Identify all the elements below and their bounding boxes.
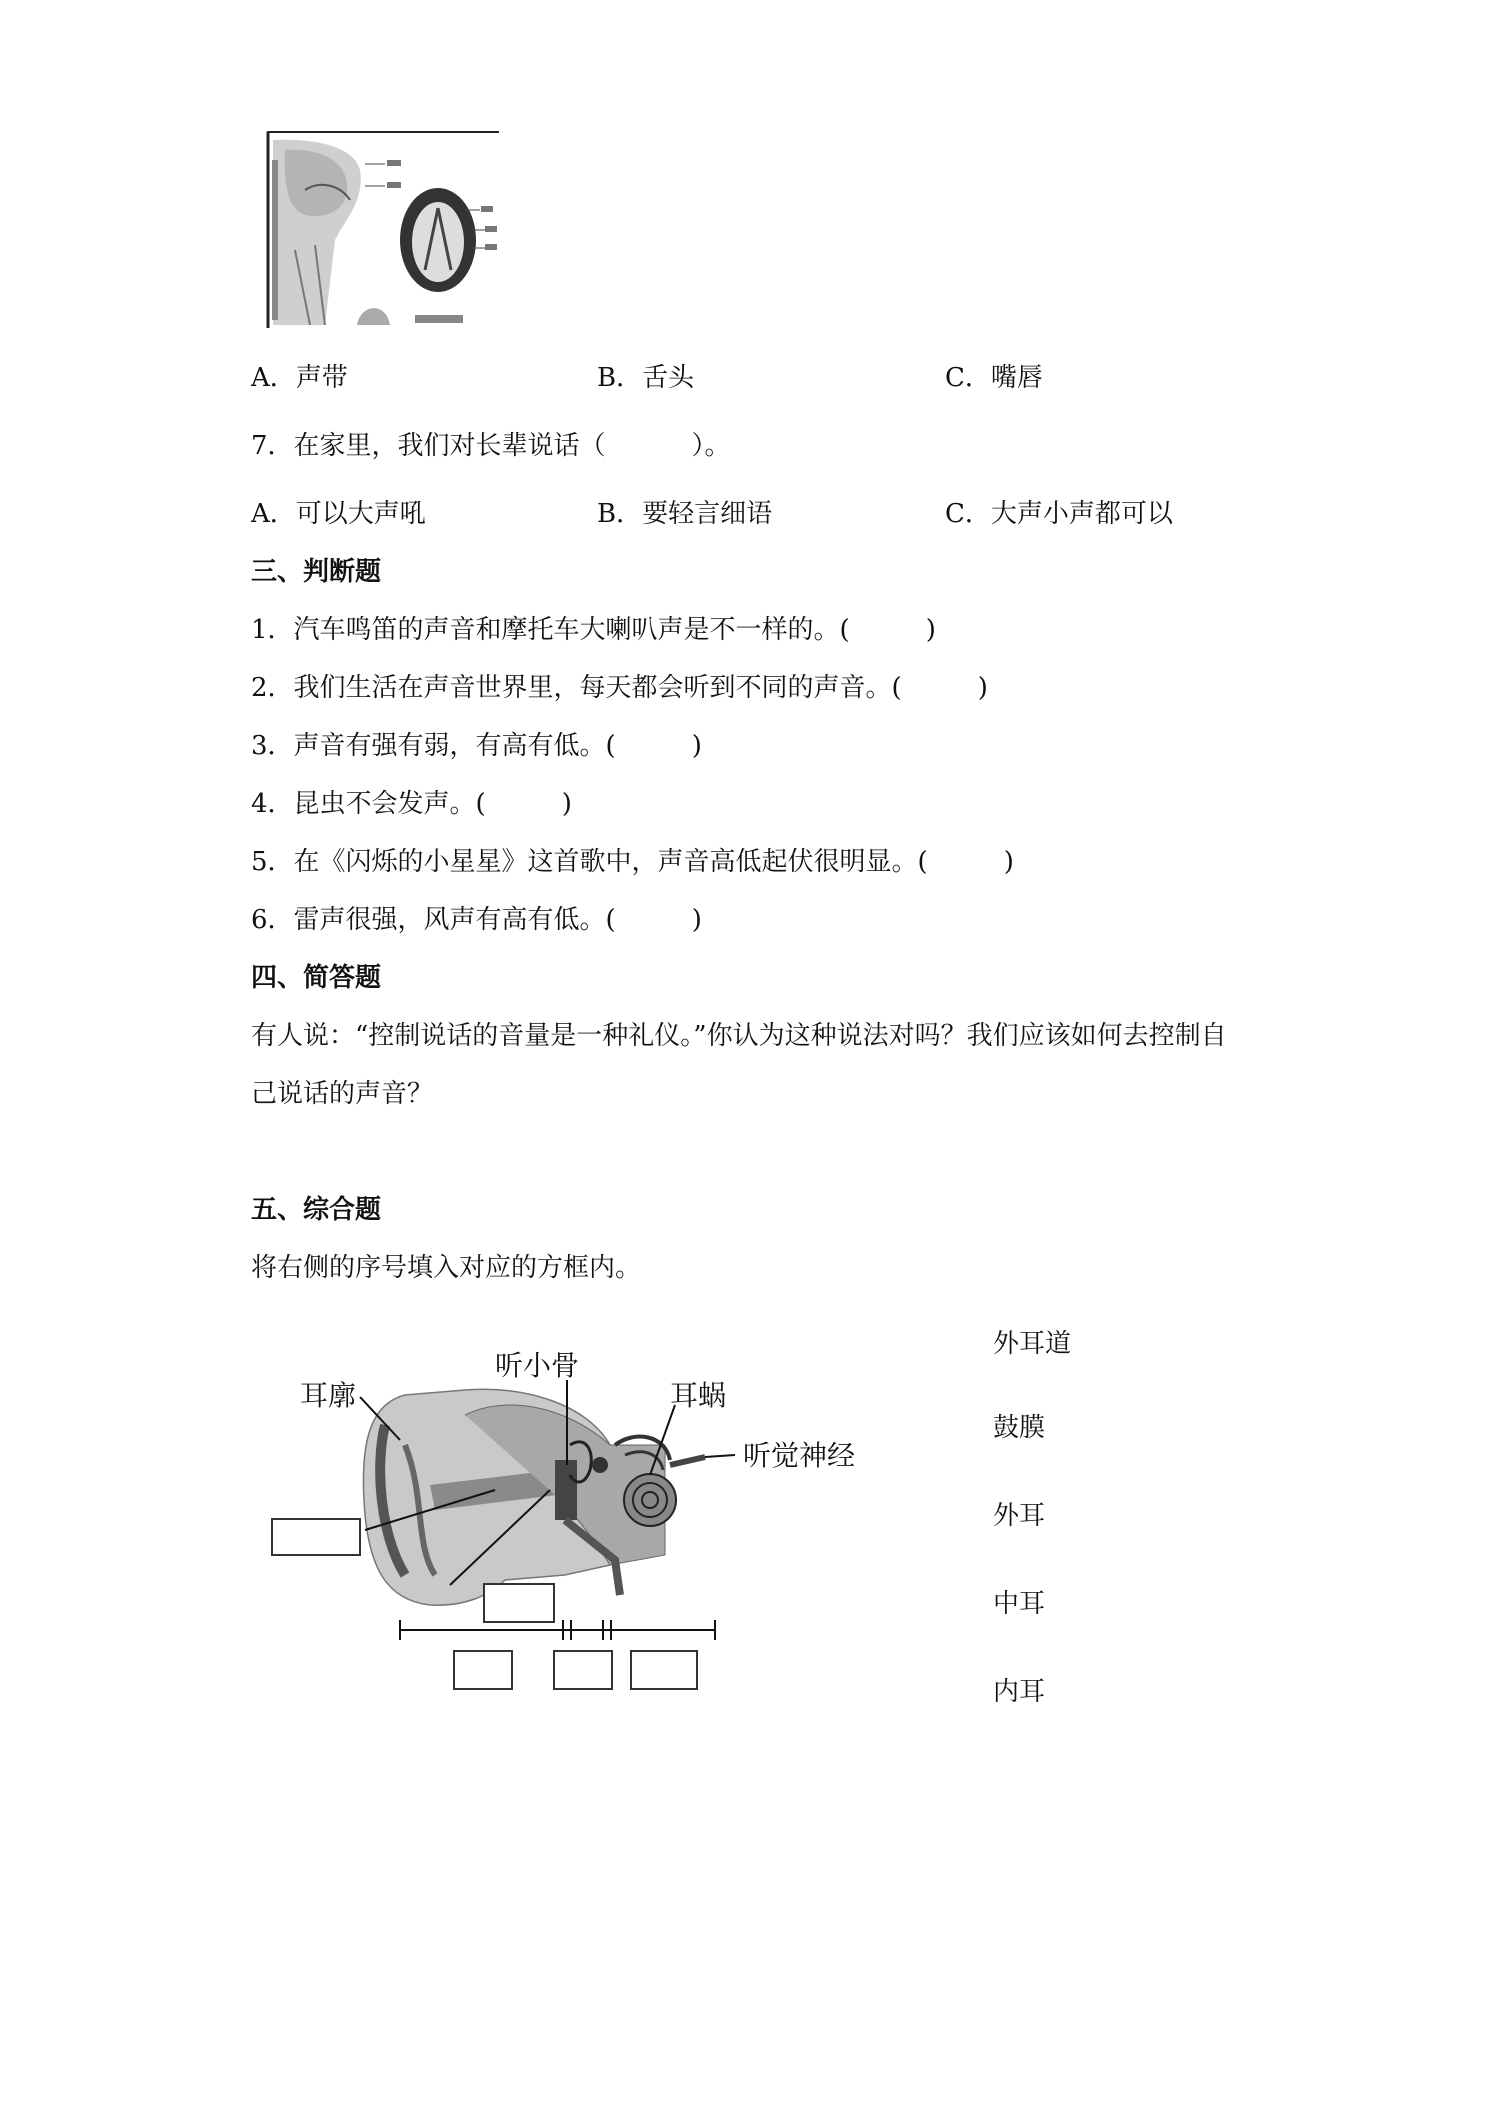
ear-label-pinna: 耳廓 — [300, 1379, 357, 1412]
judge-item-4-text: 4．昆虫不会发声。( — [251, 789, 486, 819]
judge-item-6-close: ) — [691, 905, 702, 935]
q7-stem-text: 7．在家里，我们对长辈说话（ — [251, 431, 606, 461]
answer-box-ear-canal[interactable] — [271, 1518, 361, 1556]
judge-item-1-text: 1．汽车鸣笛的声音和摩托车大喇叭声是不一样的。( — [251, 615, 850, 645]
judge-item-3-close: ) — [691, 731, 702, 761]
vocal-anatomy-figure — [265, 130, 505, 330]
option-eardrum: 鼓膜 — [993, 1413, 1046, 1443]
section5-title: 五、综合题 — [251, 1195, 382, 1225]
section5-instruction: 将右侧的序号填入对应的方框内。 — [251, 1253, 642, 1283]
section3-title: 三、判断题 — [251, 557, 382, 587]
judge-item-2-close: ) — [977, 673, 988, 703]
q7-option-a[interactable]: A．可以大声吼 — [251, 499, 426, 529]
judge-item-6-text: 6．雷声很强，风声有高有低。( — [251, 905, 616, 935]
ear-label-ossicles: 听小骨 — [495, 1349, 580, 1382]
q6-option-b[interactable]: B．舌头 — [597, 363, 695, 393]
judge-item-6 — [251, 904, 702, 936]
judge-item-5-close: ) — [1003, 847, 1014, 877]
q6-option-a[interactable]: A．声带 — [251, 363, 348, 393]
option-middle-ear: 中耳 — [993, 1589, 1046, 1619]
ear-label-cochlea: 耳蜗 — [670, 1379, 727, 1412]
section4-question-line2: 己说话的声音？ — [251, 1079, 434, 1109]
answer-box-outer-ear[interactable] — [453, 1650, 513, 1690]
judge-item-3-text: 3．声音有强有弱，有高有低。( — [251, 731, 616, 761]
answer-box-middle-ear[interactable] — [553, 1650, 613, 1690]
judge-item-3 — [251, 730, 702, 762]
option-ear-canal: 外耳道 — [993, 1329, 1072, 1359]
q7-stem — [251, 430, 731, 462]
section4-title: 四、简答题 — [251, 963, 382, 993]
judge-item-5 — [251, 846, 1014, 878]
judge-item-2-text: 2．我们生活在声音世界里，每天都会听到不同的声音。( — [251, 673, 902, 703]
q7-option-b[interactable]: B．要轻言细语 — [597, 499, 773, 529]
judge-item-4 — [251, 788, 572, 820]
judge-item-4-close: ) — [561, 789, 572, 819]
judge-item-5-text: 5．在《闪烁的小星星》这首歌中，声音高低起伏很明显。( — [251, 847, 928, 877]
answer-box-eardrum[interactable] — [483, 1583, 555, 1623]
section4-question-line1: 有人说：“控制说话的音量是一种礼仪。”你认为这种说法对吗？我们应该如何去控制自 — [251, 1021, 1227, 1051]
q7-stem-close: ）。 — [691, 431, 731, 461]
q6-option-c[interactable]: C．嘴唇 — [945, 363, 1043, 393]
judge-item-1 — [251, 614, 936, 646]
answer-box-inner-ear[interactable] — [630, 1650, 698, 1690]
ear-label-auditory-nerve: 听觉神经 — [743, 1439, 856, 1472]
q7-option-c[interactable]: C．大声小声都可以 — [945, 499, 1173, 529]
ear-diagram — [265, 1335, 865, 1715]
judge-item-1-close: ) — [925, 615, 936, 645]
judge-item-2 — [251, 672, 988, 704]
option-inner-ear: 内耳 — [993, 1677, 1046, 1707]
option-outer-ear: 外耳 — [993, 1501, 1046, 1531]
